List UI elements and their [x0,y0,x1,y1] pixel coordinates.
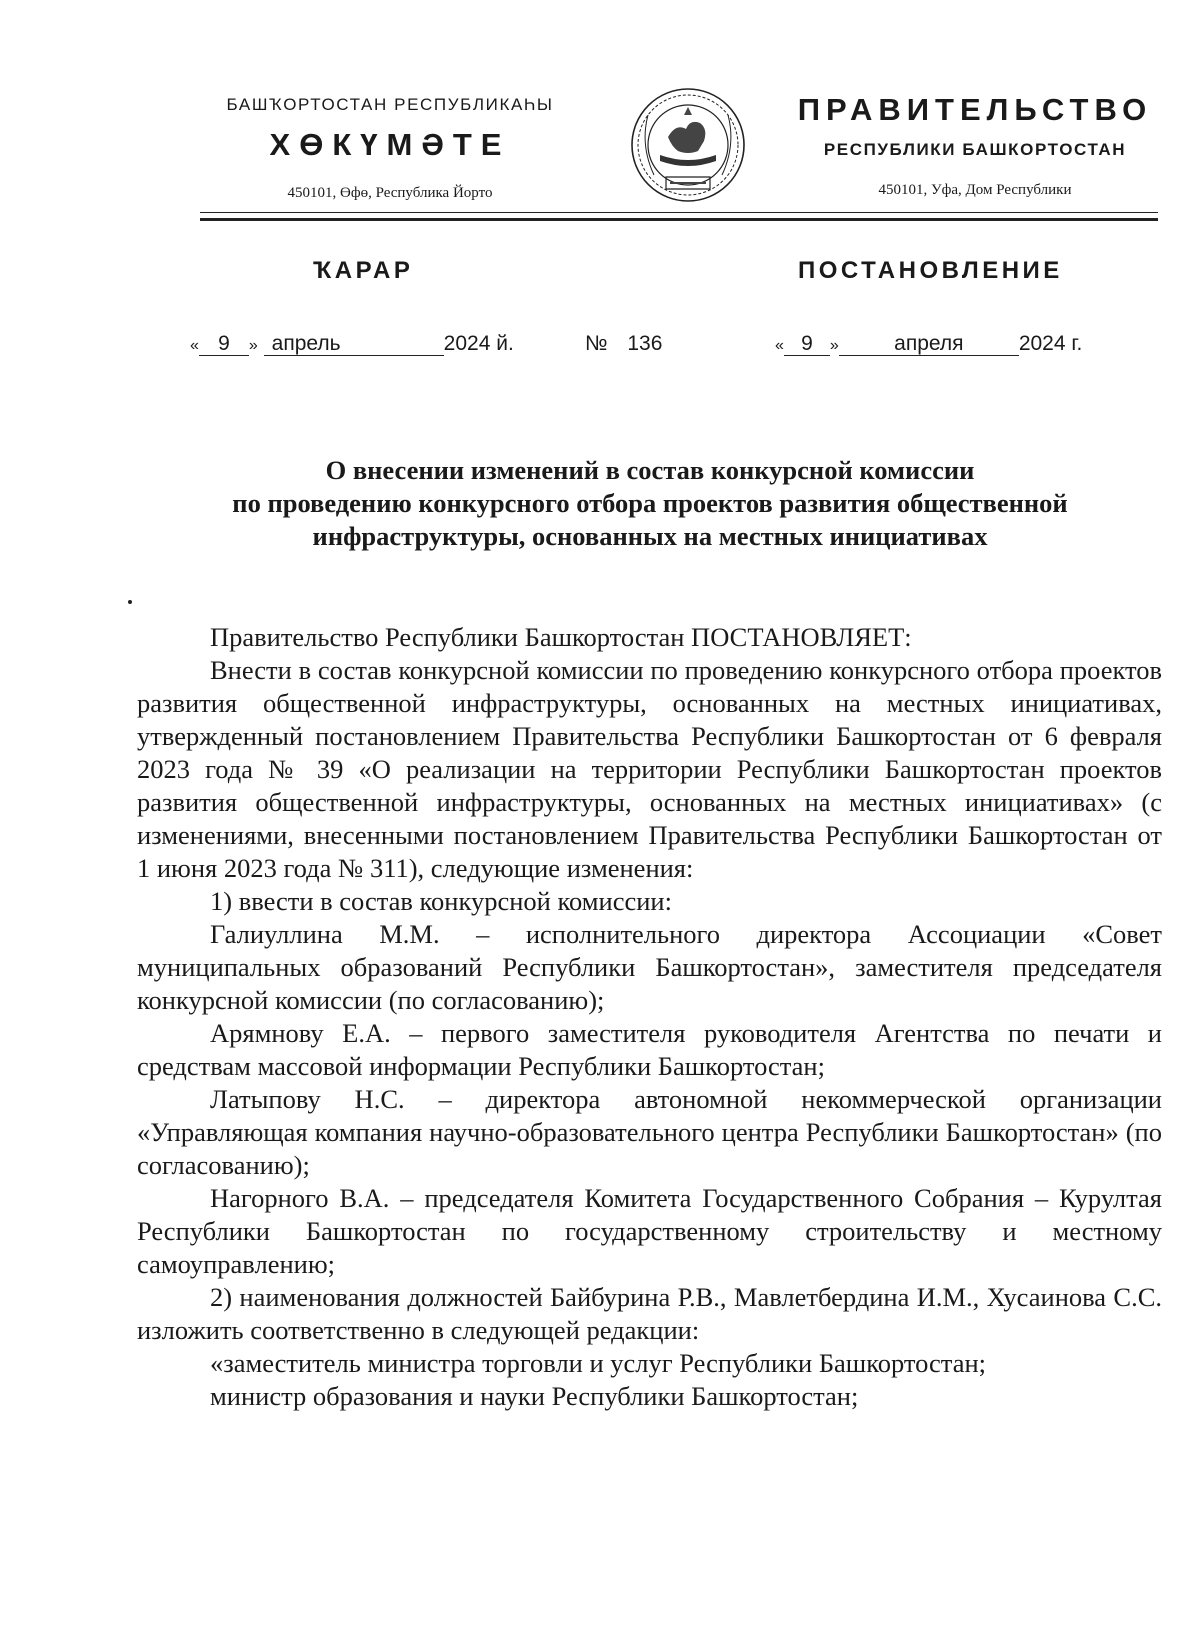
header-left-address: 450101, Өфө, Республика Йорто [287,185,493,201]
date-right-month: апреля [839,333,1019,356]
header-left-block [190,95,590,202]
paragraph-member-nagorny: Нагорного В.А. – председателя Комитета Государственного Собрания – Курултая Республики Башкортостан по государственному строительству и местному самоуправлению; [137,1183,1162,1279]
header-divider-thin [200,212,1158,213]
header-right-block [790,92,1160,199]
number-sign: № [585,332,608,355]
date-left-day: 9 [199,333,249,356]
header-right-address: 450101, Уфа, Дом Республики [878,182,1072,198]
header-divider-thick [200,218,1158,221]
paragraph-position-1: «заместитель министра торговли и услуг Республики Башкортостан; [210,1348,987,1378]
scan-dot [128,600,132,604]
paragraph-item-1: 1) ввести в состав конкурсной комиссии: [210,886,672,916]
paragraph-position-2: министр образования и науки Республики Башкортостан; [210,1381,859,1411]
date-right-day: 9 [784,333,830,356]
dateline-right [775,332,1082,356]
paragraph-preamble: Правительство Республики Башкортостан ПОСТАНОВЛЯЕТ: [210,622,912,652]
coat-of-arms-icon [626,85,750,207]
header-right-government: ПРАВИТЕЛЬСТВО [797,92,1153,127]
date-left-open-quote: « [190,337,199,354]
number-value: 136 [627,332,663,355]
title-line-2: по проведению конкурсного отбора проектов развития общественной [232,488,1068,518]
date-right-close-quote: » [829,337,839,354]
doc-type-right: ПОСТАНОВЛЕНИЕ [798,257,1063,284]
header-right-republic: РЕСПУБЛИКИ БАШКОРТОСТАН [823,140,1127,159]
paragraph-main: Внести в состав конкурсной комиссии по проведению конкурсного отбора проектов развития общественной инфраструктуры, основанных на местных инициативах, утвержденный постановлением Правительства Республики Башкортостан от 6 февраля 2023 года № 39 «О реализации на территории Республики Башкортостан проектов развития общественной инфраструктуры, основанных на местных инициативах» (с изменениями, внесенными постановлением Правительства Республики Башкортостан от 1 июня 2023 года № 311), следующие изменения: [137,655,1162,883]
date-left-year: 2024 й. [443,332,514,355]
paragraph-member-galiullin: Галиуллина М.М. – исполнительного директора Ассоциации «Совет муниципальных образований Республики Башкортостан», заместителя председателя конкурсной комиссии (по согласованию); [137,919,1162,1015]
document-number [585,332,662,356]
paragraph-member-aryamnova: Арямнову Е.А. – первого заместителя руководителя Агентства по печати и средствам массовой информации Республики Башкортостан; [137,1018,1162,1081]
doc-type-left: ҠАРАР [313,257,414,284]
header-left-government: ХӨКҮМӘТЕ [269,127,511,162]
date-left-close-quote: » [248,337,258,354]
paragraph-item-2: 2) наименования должностей Байбурина Р.В., Мавлетбердина И.М., Хусаинова С.С. изложить соответственно в следующей редакции: [137,1282,1162,1345]
paragraph-member-latypova: Латыпову Н.С. – директора автономной некоммерческой организации «Управляющая компания научно-образовательного центра Республики Башкортостан» (по согласованию); [137,1084,1162,1180]
document-title [135,454,1165,553]
date-right-year: 2024 г. [1018,332,1083,355]
header-left-republic: БАШҠОРТОСТАН РЕСПУБЛИКАҺЫ [226,95,554,114]
title-line-3: инфраструктуры, основанных на местных инициативах [312,521,988,551]
date-left-month: апрель [264,333,444,356]
dateline-left [190,332,514,356]
title-line-1: О внесении изменений в состав конкурсной комиссии [325,455,975,485]
date-right-open-quote: « [775,337,784,354]
document-body [137,621,1162,1413]
